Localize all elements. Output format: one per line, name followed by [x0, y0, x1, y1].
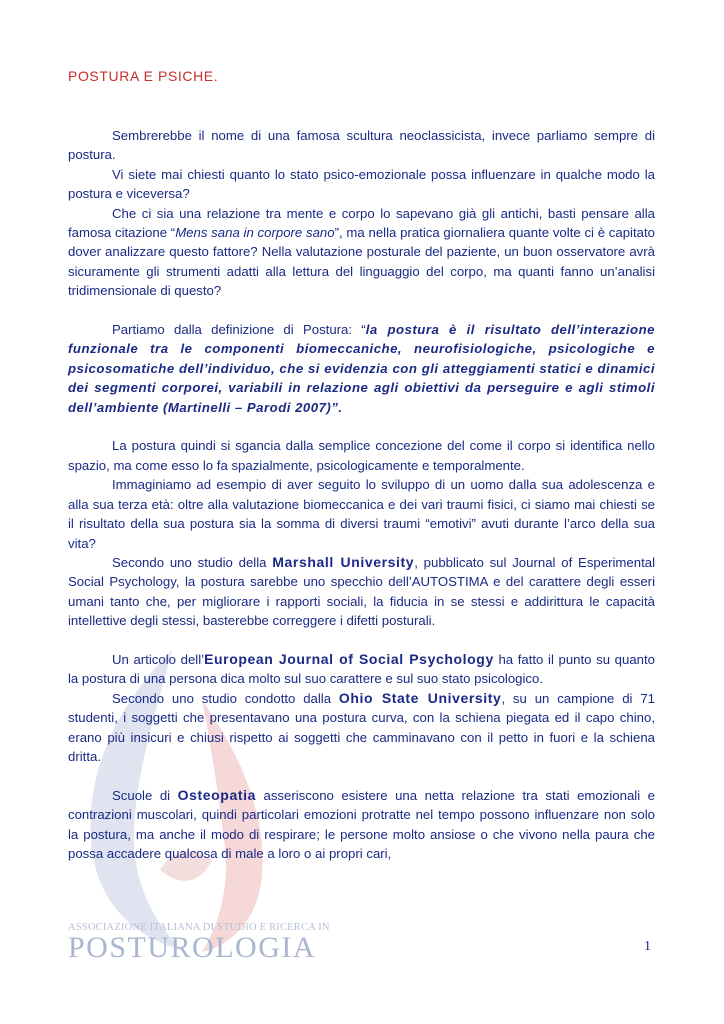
posture-definition-quote: la postura è il risultato dell’interazione funzionale tra le componenti biomeccaniche, neurofisiologiche, psicologiche e psicosomatiche dell’individuo, che si evidenzia con gli atteggiamenti statici e dinamici dei segmenti corporei, variabili in relazione agli obiettivi da perseguire e agli stimoli dell’ambiente (Martinelli – Parodi 2007)”.: [68, 322, 655, 415]
document-title: POSTURA E PSICHE.: [68, 68, 219, 84]
paragraph: Un articolo dell’European Journal of Social Psychology ha fatto il punto su quanto la postura di una persona dica molto sul suo carattere e sul suo stato psicologico.: [68, 650, 655, 687]
watermark-logo-text: POSTUROLOGIA: [68, 931, 317, 964]
paragraph: Secondo uno studio condotto dalla Ohio State University, su un campione di 71 studenti, i soggetti che presentavano una postura curva, con la schiena piegata ed il capo chino, erano più insicuri e chiusi rispetto ai soggetti che camminavano con il petto in fuori e la schiena dritta.: [68, 689, 655, 764]
watermark-association-text: ASSOCIAZIONE ITALIANA DI STUDIO E RICERCA IN: [68, 922, 330, 933]
document-body: [68, 126, 655, 863]
paragraph: La postura quindi si sgancia dalla semplice concezione del come il corpo si identifica nello spazio, ma come esso lo fa spazialmente, psicologicamente e temporalmente.: [68, 438, 655, 473]
page-number: 1: [644, 939, 651, 954]
european-journal-highlight: European Journal of Social Psychology: [204, 650, 494, 667]
latin-quote: Mens sana in corpore sano: [175, 225, 335, 241]
paragraph: Sembrerebbe il nome di una famosa scultura neoclassicista, invece parliamo sempre di postura.: [68, 128, 655, 163]
definition-paragraph: Partiamo dalla definizione di Postura: “la postura è il risultato dell’interazione funzionale tra le componenti biomeccaniche, neurofisiologiche, psicologiche e psicosomatiche dell’individuo, che si evidenzia con gli atteggiamenti statici e dinamici dei segmenti corporei, variabili in relazione agli obiettivi da perseguire e agli stimoli dell’ambiente (Martinelli – Parodi 2007)”.: [68, 322, 655, 415]
marshall-university-highlight: Marshall University: [272, 553, 415, 570]
ohio-state-highlight: Ohio State University: [338, 689, 502, 706]
paragraph: Scuole di Osteopatia asseriscono esistere una netta relazione tra stati emozionali e contrazioni muscolari, quindi particolari emozioni protratte nel tempo possono influenzare non solo la postura, ma anche il modo di respirare; le persone molto ansiose o che vivono nella paura che possa accadere qualcosa di male a loro o ai propri cari,: [68, 786, 655, 861]
paragraph: Vi siete mai chiesti quanto lo stato psico-emozionale possa influenzare in qualche modo la postura e viceversa?: [68, 166, 655, 202]
paragraph: Che ci sia una relazione tra mente e corpo lo sapevano già gli antichi, basti pensare alla famosa citazione “Mens sana in corpore sano”, ma nella pratica giornaliera quante volte ci è capitato dover analizzare questo fattore? Nella valutazione posturale del paziente, un buon osservatore avrà sicuramente gli strumenti adatti alla lettura del linguaggio del corpo, ma quanti fanno un’analisi tridimensionale di questo?: [68, 205, 655, 299]
paragraph: Secondo uno studio della Marshall University, pubblicato sul Journal of Esperimental Social Psychology, la postura sarebbe uno specchio dell’AUTOSTIMA e del carattere degli esseri umani tanto che, per migliorare i rapporti sociali, la fiducia in se stessi e addirittura le capacità intellettive degli stessi, basterebbe correggere i difetti posturali.: [68, 553, 655, 629]
paragraph: Immaginiamo ad esempio di aver seguito lo sviluppo di un uomo dalla sua adolescenza e alla sua terza età: oltre alla valutazione biomeccanica e dei vari traumi fisici, ci siamo mai chiesti se il risultato della sua postura sia la somma di diversi traumi “emotivi” avuti durante l’arco della sua vita?: [68, 477, 655, 551]
osteopatia-highlight: Osteopatia: [177, 786, 256, 803]
